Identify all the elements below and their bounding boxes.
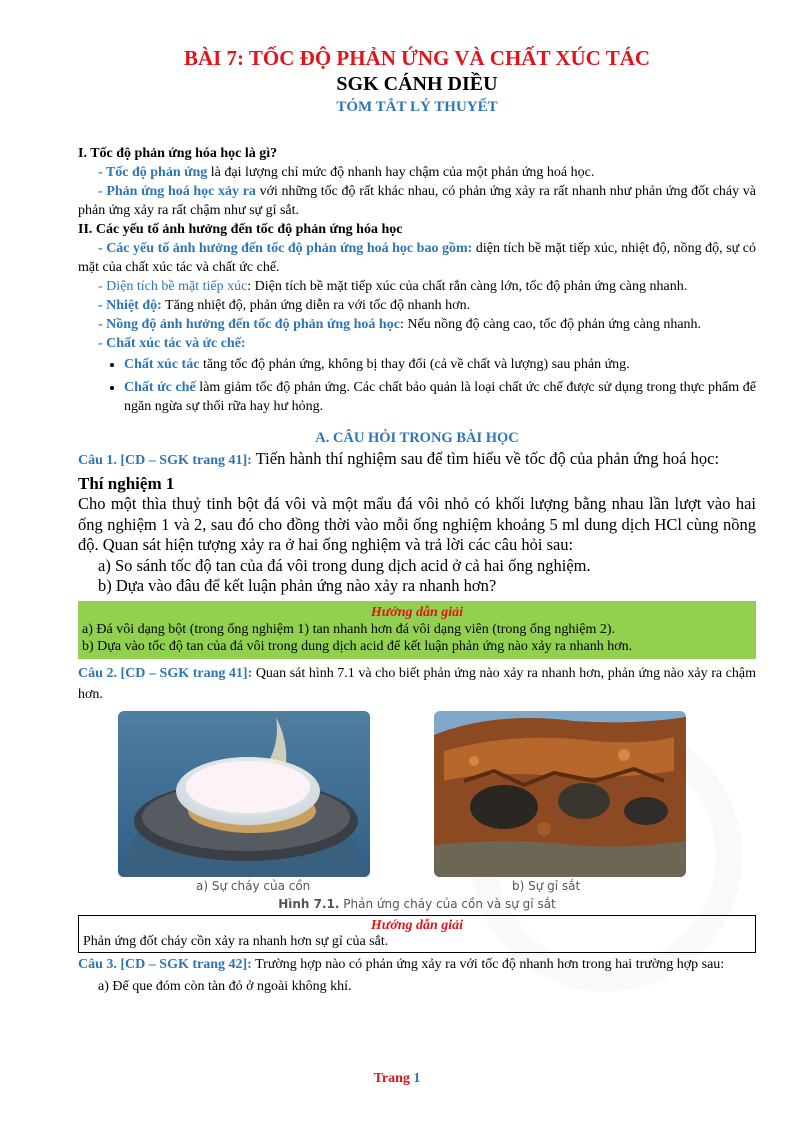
question-2	[78, 663, 756, 705]
section-1-heading: I. Tốc độ phản ứng hóa học là gì?	[78, 146, 278, 161]
term: Chất xúc tác	[124, 357, 200, 372]
question-label: Câu 3. [CD – SGK trang 42]:	[78, 956, 252, 972]
text: diện tích bề mặt tiếp xúc, nhiệt độ, nồng độ, sự có mặt của chất xúc tác và chất ức chế.	[78, 241, 756, 275]
figure-7-1	[78, 711, 756, 915]
answer-title: Hướng dẫn giải	[370, 604, 464, 620]
page-content	[78, 40, 756, 996]
section-a-heading: A. CÂU HỎI TRONG BÀI HỌC	[315, 430, 519, 446]
experiment-text: Cho một thìa thuỷ tinh bột đá vôi và một mẩu đá vôi nhỏ có khối lượng bằng nhau lần lượt vào hai ống nghiệm 1 và 2, sau đó cho đồng thời vào mỗi ống nghiệm khoảng 5 ml dung dịch HCl cùng nồng độ. Quan sát hiện tượng xảy ra ở hai ống nghiệm và trả lời các câu hỏi sau:	[78, 494, 756, 554]
list-item	[124, 378, 756, 416]
alcohol-burning-image	[118, 711, 370, 877]
figure-label: Hình 7.1.	[278, 896, 340, 911]
paragraph	[78, 334, 756, 353]
text: : Nếu nồng độ càng cao, tốc độ phản ứng càng nhanh.	[399, 317, 702, 332]
term: - Các yếu tố ảnh hưởng đến tốc độ phản ứng hoá học bao gồm:	[98, 241, 473, 256]
text: với những tốc độ rất khác nhau, có phản ứng xảy ra rất nhanh như phản ứng đốt cháy và phản ứng xảy ra rất chậm như sự gỉ sắt.	[78, 184, 756, 218]
answer-box-2	[78, 915, 756, 953]
question-text: Trường hợp nào có phản ứng xảy ra với tốc độ nhanh hơn trong hai trường hợp sau:	[251, 956, 725, 972]
section-2-heading: II. Các yếu tố ảnh hưởng đến tốc độ phản ứng hóa học	[78, 222, 403, 237]
page-number: 1	[413, 1071, 421, 1086]
caption-a: a) Sự cháy của cồn	[196, 878, 311, 893]
question-1	[78, 449, 756, 597]
term: - Tốc độ phản ứng	[98, 165, 208, 180]
term: - Phản ứng hoá học xảy ra	[98, 184, 256, 199]
paragraph	[78, 239, 756, 277]
question-label: Câu 2. [CD – SGK trang 41]:	[78, 665, 253, 681]
page-footer	[0, 1071, 794, 1087]
sub-question-b: b) Dựa vào đâu để kết luận phản ứng nào xảy ra nhanh hơn?	[98, 576, 497, 595]
figure-text: Phản ứng cháy của cồn và sự gỉ sắt	[339, 896, 556, 911]
paragraph	[78, 163, 756, 182]
paragraph	[78, 277, 756, 296]
paragraph	[78, 296, 756, 315]
question-text: Tiến hành thí nghiệm sau để tìm hiểu về tốc độ của phản ứng hoá học:	[251, 449, 720, 468]
answer-a: a) Đá vôi dạng bột (trong ống nghiệm 1) tan nhanh hơn đá vôi dạng viên (trong ống nghiệm 2).	[82, 621, 616, 637]
text: là đại lượng chỉ mức độ nhanh hay chậm của một phản ứng hoá học.	[207, 165, 595, 180]
term: - Nhiệt độ:	[98, 298, 162, 313]
answer-title: Hướng dẫn giải	[370, 917, 464, 933]
theory-section	[78, 144, 756, 416]
page-subtitle: SGK CÁNH DIỀU	[336, 73, 498, 95]
page-title: BÀI 7: TỐC ĐỘ PHẢN ỨNG VÀ CHẤT XÚC TÁC	[183, 46, 651, 70]
sub-question-a: a) So sánh tốc độ tan của đá vôi trong dung dịch acid ở cả hai ống nghiệm.	[98, 555, 591, 575]
rusting-iron-image	[434, 711, 686, 877]
paragraph	[78, 182, 756, 220]
figure-caption	[78, 897, 756, 911]
summary-heading: TÓM TẮT LÝ THUYẾT	[336, 99, 498, 115]
question-3	[78, 955, 756, 996]
answer-text: Phản ứng đốt cháy cồn xảy ra nhanh hơn sự gỉ của sắt.	[83, 933, 389, 949]
caption-b: b) Sự gỉ sắt	[512, 878, 581, 893]
paragraph	[78, 315, 756, 334]
question-label: Câu 1. [CD – SGK trang 41]:	[78, 453, 252, 468]
sub-question-a: a) Để que đóm còn tàn đỏ ở ngoài không khí.	[98, 978, 352, 994]
term: Chất ức chế	[124, 380, 196, 395]
bullet-list	[78, 355, 756, 416]
text: Tăng nhiệt độ, phản ứng diễn ra với tốc độ nhanh hơn.	[161, 298, 471, 313]
text: : Diện tích bề mặt tiếp xúc của chất rắn càng lớn, tốc độ phản ứng càng nhanh.	[247, 279, 688, 294]
answer-b: b) Dựa vào tốc độ tan của đá vôi trong dung dịch acid để kết luận phản ứng nào xảy ra nhanh hơn.	[82, 638, 633, 654]
text: làm giảm tốc độ phản ứng. Các chất bảo quản là loại chất ức chế được sử dụng trong thực phẩm để ngăn ngừa sự thối rữa hay hư hỏng.	[124, 380, 756, 414]
term: - Nồng độ ảnh hưởng đến tốc độ phản ứng hoá học	[98, 317, 400, 332]
term: - Diện tích bề mặt tiếp xúc	[98, 279, 248, 294]
text: tăng tốc độ phản ứng, không bị thay đổi (cả về chất và lượng) sau phản ứng.	[199, 357, 630, 372]
question-text: Quan sát hình 7.1 và cho biết phản ứng nào xảy ra nhanh hơn, phản ứng nào xảy ra chậm hơn.	[78, 665, 756, 702]
list-item	[124, 355, 756, 374]
experiment-title: Thí nghiệm 1	[78, 473, 175, 493]
term: - Chất xúc tác và ức chế:	[98, 336, 246, 351]
footer-label: Trang	[373, 1071, 414, 1086]
answer-box-1	[78, 601, 756, 659]
